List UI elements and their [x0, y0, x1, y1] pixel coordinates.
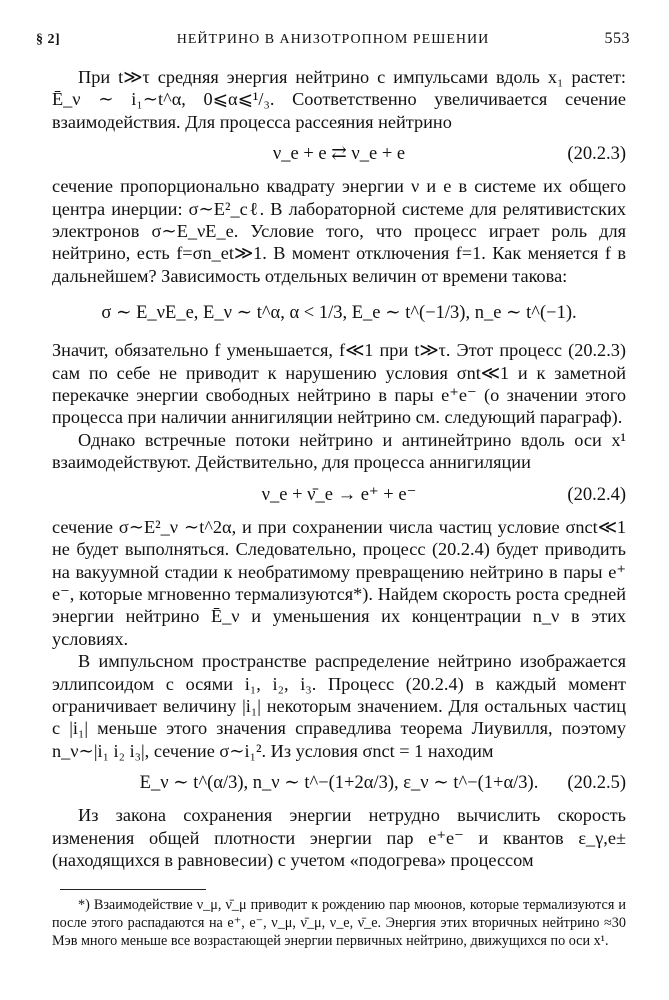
equation-number: (20.2.3) [567, 144, 626, 165]
paragraph: сечение σ∼E²_ν ∼t^2α, и при сохранении числа частиц условие σnct≪1 не будет выполняться. Следовательно, процесс (20.2.4) будет приводить на вакуумной стадии к необратимому превращению нейтрино в пары e⁺ e⁻, которые мгновенно термализуются*). Найдем скорость роста средней энергии нейтрино Ē_ν и уменьшения их концентрации n_ν в этих условиях. [52, 516, 626, 649]
equation-20-2-3 [52, 133, 626, 175]
page-number: 553 [604, 30, 630, 47]
running-header [36, 28, 630, 50]
footnote-divider [60, 889, 206, 890]
equation-number: (20.2.5) [567, 773, 626, 794]
main-text [52, 66, 626, 871]
equation-text: ν_e + e ⇄ ν_e + e [272, 144, 406, 165]
equation-text: E_ν ∼ t^(α/3), n_ν ∼ t^−(1+2α/3), ε_ν ∼ t^−(1+α/3). [139, 773, 539, 794]
paragraph: Значит, обязательно f уменьшается, f≪1 при t≫τ. Этот процесс (20.2.3) сам по себе не приводит к нарушению условия σnt≪1 и к заметной перекачке энергии свободных нейтрино в пары e⁺e⁻ (о значении этого процесса при наличии аннигиляции нейтрино см. следующий параграф). [52, 340, 626, 428]
paragraph: При t≫τ средняя энергия нейтрино с импульсами вдоль x₁ растет: Ē_ν ∼ i₁∼t^α, 0⩽α⩽¹/₃. Соответственно увеличивается сечение взаимодействия. Для процесса рассеяния нейтрино [52, 67, 626, 132]
section-marker: § 2] [36, 32, 61, 47]
chapter-title: НЕЙТРИНО В АНИЗОТРОПНОМ РЕШЕНИИ [176, 32, 490, 47]
paragraph: сечение пропорционально квадрату энергии ν и e в системе их общего центра инерции: σ∼E²_cℓ. В лабораторной системе для релятивистских электронов σ∼E_νE_e. Условие того, что процесс играет роль для нейтрино, есть f=σn_et≫1. В момент отключения f=1. Как меняется f в дальнейшем? Зависимость отдельных величин от времени такова: [52, 176, 626, 286]
paragraph: В импульсном пространстве распределение нейтрино изображается эллипсоидом с осями i₁, i₂, i₃. Процесс (20.2.4) в каждый момент ограничивает величину |i₁| некоторым значением. Для остальных частиц с |i₁| меньше этого значения справедлива теорема Лиувилля, поэтому n_ν∼|i₁ i₂ i₃|, сечение σ∼i₁². Из условия σnct = 1 находим [52, 651, 626, 761]
footnote [52, 896, 626, 951]
footnote-text: *) Взаимодействие ν_μ, ν̄_μ приводит к рождению пар мюонов, которые термализуются и после этого распадаются на e⁺, e⁻, ν_μ, ν̄_μ, ν_e, ν̄_e. Энергия этих вторичных нейтрино ≈30 Мэв много меньше все возрастающей энергии первичных нейтрино, движущихся по оси x¹. [52, 897, 626, 950]
equation-text: σ ∼ E_νE_e, E_ν ∼ t^α, α < 1/3, E_e ∼ t^(−1/3), n_e ∼ t^(−1). [101, 303, 577, 324]
equation-text: ν_e + ν̄_e → e⁺ + e⁻ [261, 484, 417, 505]
equation-number: (20.2.4) [567, 484, 626, 505]
equation-20-2-5 [52, 762, 626, 804]
paragraph: Из закона сохранения энергии нетрудно вычислить скорость изменения общей плотности энергии пар e⁺e⁻ и квантов ε_γ,e± (находящихся в равновесии) с учетом «подогрева» процессом [52, 805, 626, 870]
equation-20-2-4 [52, 474, 626, 516]
paragraph: Однако встречные потоки нейтрино и антинейтрино вдоль оси x¹ взаимодействуют. Действительно, для процесса аннигиляции [52, 429, 626, 473]
equation-scaling [52, 287, 626, 339]
